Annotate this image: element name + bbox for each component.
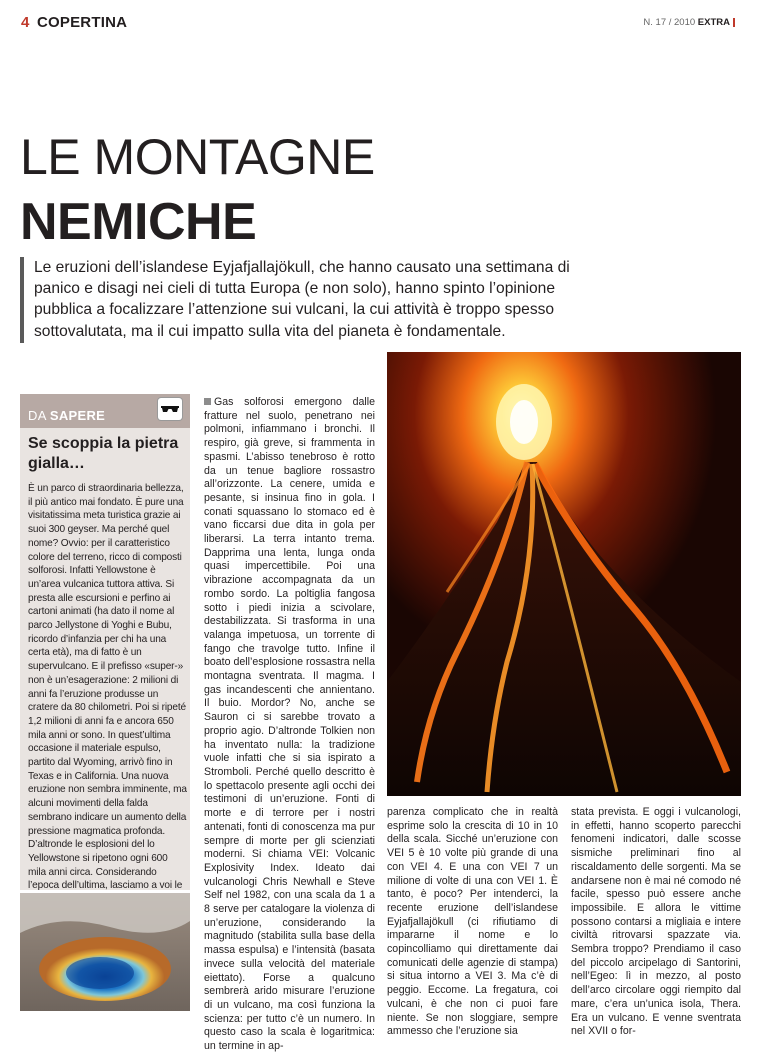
geyser-photo: [20, 893, 190, 1011]
sidebar-label: [28, 408, 105, 423]
sidebar-header: [20, 394, 190, 428]
sidebar-body: È un parco di straordinaria bellezza, il più antico mai fondato. È pure una visitatissima meta turistica grazie ai suoi 300 geyser. Ma perché quel nome? Ovvio: per il caratteristico colore del terreno, ricco di composti solforosi. Infatti Yellowstone è un’area vulcanica tuttora attiva. Si presta alle escursioni e perfino ai cartoni animati (ha dato il nome al parco Jellystone di Yoghi e Bubu, ricordo d’infanzia per chi ha una certa età), ma di fatto è un supervulcano. E il prefisso «super-» non è un’esagerazione: 2 milioni di anni fa l’eruzione produsse un cratere da 80 chilometri. Poi si ripeté 1,2 milioni di anni fa e ancora 650 mila anni or sono. In quest’ultima occasione il materiale espulso, partito dal Wyoming, arrivò fino in Texas e in California. Una nuova eruzione non sembra imminente, ma alcuni movimenti della falda sembrano indicare un aumento della pressione magmatica profonda. D’altronde le esplosioni del lo Yellowstone si ripetono ogni 600 mila anni circa. Considerando l’epoca dell’ultima, lasciamo a voi le: [28, 483, 187, 892]
paragraph-bullet: [204, 398, 211, 405]
issue-number: N. 17 / 2010: [643, 17, 696, 28]
brand-name: EXTRA: [697, 17, 730, 28]
sidebar-label-prefix: DA: [28, 408, 46, 423]
page-number: 4: [21, 14, 30, 31]
headline-line-1: LE MONTAGNE: [20, 129, 375, 185]
article-column-3: stata prevista. E oggi i vulcanologi, in effetti, hanno scoperto parecchi fenomeni indicatori, dalle scosse sismiche preliminari fino al riscaldamento delle sorgenti. Ma se andarsene non è mai né comodo né facile, spesso può essere anche impossibile. E allora le vittime possono contarsi a migliaia e intere civiltà ritrovarsi spazzate via. Sembra troppo? Prendiamo il caso del piccolo arcipelago di Santorini, nell’Egeo: lì in mezzo, al posto dell’arco circolare oggi riempito dal mare, c’era un’unica isola, Thera. Era un vulcano. E venne sventrata nel XVII o for-: [571, 806, 741, 1038]
sunglasses-icon: [158, 398, 182, 420]
section-title: COPERTINA: [37, 14, 128, 31]
sidebar-title: Se scoppia la pietra gialla…: [28, 435, 179, 472]
brand-bar: [733, 18, 735, 27]
volcano-photo: [387, 352, 741, 796]
article-column-2: parenza complicato che in realtà esprime solo la crescita di 10 in 10 della scala. Sicché un’eruzione con VEI 5 è 10 volte più grande di una con VEI 4. E una con VEI 7 un milione di volte di una con VEI 1. È tanto, è poco? Per intenderci, la recente eruzione dell’islandese Eyjafjallajökull (ci rifiutiamo di impararne il nome e lo copincolliamo qui direttamente dai comunicati delle agenzie di stampa) si situa intorno a VEI 3. Ma c’è di peggio. Eccome. La fregatura, coi vulcani, è che non ci puoi fare niente. Se non sloggiare, sempre ammesso che l’eruzione sia: [387, 806, 558, 1038]
sidebar-label-main: SAPERE: [49, 408, 106, 423]
lead-paragraph: Le eruzioni dell’islandese Eyjafjallajökull, che hanno causato una settimana di panico e disagi nei cieli di tutta Europa (e non solo), hanno spinto l’opinione pubblica a focalizzare l’attenzione sui vulcani, la cui attività è troppo spesso sottovalutata, ma il cui impatto sulla vita del pianeta è fondamentale.: [20, 257, 580, 343]
article-column-1: [204, 396, 375, 1054]
headline-line-2: NEMICHE: [20, 193, 257, 251]
article-text-1: Gas solforosi emergono dalle fratture nel suolo, penetrano nei polmoni, infiammano i bronchi. Il respiro, già greve, si frammenta in spasmi. L’abisso tenebroso è rotto da un tenue bagliore rossastro all’orizzonte. La cenere, umida e pesante, si insinua fino in gola. I conati squassano lo stomaco ed è vano ficcarsi due dita in gola per liberarsi. La terra intanto trema. Dapprima una lenta, lunga onda quasi impercettibile. Poi una vibrazione accompagnata da un rombo sordo. La poltiglia fangosa sotto i piedi inizia a scivolare, destabilizzata. Si trasforma in una valanga impetuosa, un torrente di fango che travolge tutto. Infine il boato dell’esplosione rossastra nella montagna sventrata. Il magma. I gas incandescenti che annientano. Il buio. Mordor? No, anche se Sauron ci si sarebbe trovato a proprio agio. D’altronde Tolkien non ha inventato nulla: la tradizione vuole infatti che si sia ispirato a Stromboli. Perché quello descritto è lo spettacolo presente agli occhi dei testimoni di un’eruzione. Fonti di morte e di terrore per i nostri antenati, fonti di conoscenza ma pur sempre di morte per gli scienziati moderni. Si chiama VEI: Volcanic Explosivity Index. Ideato dai vulcanologi Chris Newhall e Steve Self nel 1982, con una scala da 1 a 8 serve per catalogare la violenza di un’eruzione, considerando la magnitudo (stabilita sulla base della massa espulsa) e l’intensità (basata invece sulla velocità del materiale eiettato). Forse a qualcuno sembrerà arido misurare l’eruzione di un vulcano, ma così funziona la scienza: per tutto c’è un numero. In questo caso la scala è logaritmica: un termine in ap-: [204, 396, 375, 1053]
issue-info: [643, 17, 735, 28]
sidebar-box: [20, 394, 190, 890]
